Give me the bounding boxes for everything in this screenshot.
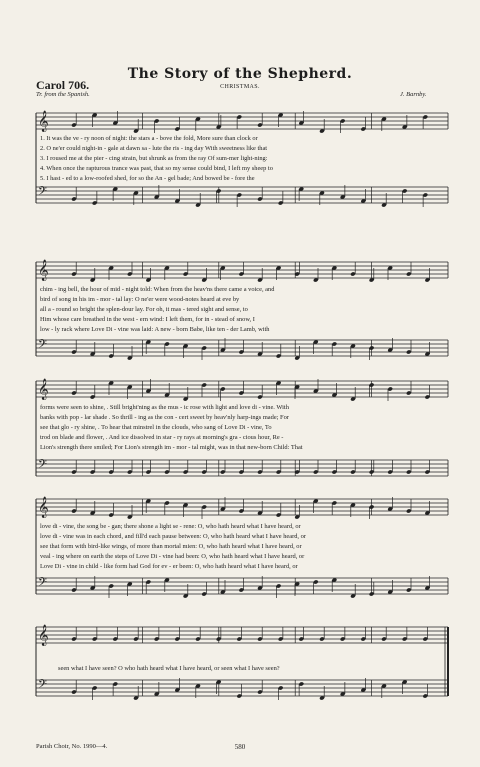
verse-line-4: Him whose care breathed in the west - ern wind: I left them, for in - stead of snow, I (40, 316, 255, 323)
translator-credit: Tr. from the Spanish. (36, 91, 90, 98)
bass-clef-icon: 𝄢 (38, 338, 48, 354)
treble-clef-icon: 𝄞 (38, 625, 49, 646)
verse-line-1: chim - ing bell, the hour of mid - night told: When from the heav'ns there came a voice, and (40, 286, 275, 293)
carol-title: The Story of the Shepherd. (127, 66, 353, 82)
verse-line-1: 1. It was the ve - ry noon of night: the stars a - bove the fold, More sure than clock or (40, 135, 258, 142)
verse-line-3: see that glo - ry shine, . To hear that minstrel in the clouds, who sang of Love Di - vine, To (40, 424, 272, 431)
verse-line-4: veal - ing where on earth the steps of Love Di - vine had been: O, who hath heard what I have heard, or (40, 553, 305, 560)
treble-clef-icon: 𝄞 (38, 111, 49, 132)
composer-credit: J. Barnby. (400, 91, 427, 98)
verse-line-2: love di - vine was in each chord, and fill'd each pause between: O, who hath heard what I have heard, or (40, 533, 306, 540)
verse-line-3: see that form with bird-like wings, of more than mortal mien: O, who hath heard what I have heard, or (40, 543, 302, 550)
treble-clef-icon: 𝄞 (38, 260, 49, 281)
verse-line-5: low - ly rack where Love Di - vine was laid: A new - born Babe, like ten - der Lamb, with (40, 326, 270, 333)
carol-number: Carol 706. (36, 78, 90, 92)
verse-line-4: trod on blade and flower, . And ice dissolved in star - ry rays at morning's gra - cious hour, Re - (40, 434, 284, 441)
verse-line-5: Lion's strength there smiled; For Lion's strength im - mor - tal might, was in that new-born Child: That (40, 444, 303, 451)
verse-line-5: Love Di - vine in child - like form had God for ev - er been: O, who hath heard what I have heard, or (40, 563, 298, 570)
page-number: 580 (234, 743, 246, 751)
verse-line-1: forms were seen to shine, . Still bright'ning as the mus - ic rose with light and love di - vine. With (40, 404, 289, 411)
verse-line-4: 4. When once the rapturous trance was past, that so my sense could bind, I left my sheep to (40, 165, 273, 172)
tune-name: CHRISTMAS. (220, 84, 260, 90)
verse-line-2: banks with pop - lar shade . So thrill - ing as the con - cert sweet by heav'nly harp-ings made; For (40, 414, 289, 421)
bass-clef-icon: 𝄢 (38, 185, 48, 201)
verse-line-1: seen what I have seen? O who hath heard what I have heard, or seen what I have seen? (58, 665, 280, 672)
verse-line-1: love di - vine, the song be - gan; there shone a light se - rene: O, who hath heard what I have heard, or (40, 523, 301, 530)
verse-line-2: 2. O ne'er could night-in - gale at dawn sa - lute the ris - ing day With sweetness like that (40, 145, 268, 152)
publication-note: Parish Choir, No. 1990—4. (36, 743, 108, 750)
bass-clef-icon: 𝄢 (38, 458, 48, 474)
verse-line-3: 3. I roused me at the pier - cing strain, but shrunk as from the ray Of sum-mer light-ning: (40, 155, 268, 162)
bass-clef-icon: 𝄢 (38, 576, 48, 592)
treble-clef-icon: 𝄞 (38, 379, 49, 400)
verse-line-3: all a - round so bright the splen-dour lay. For oh, it mas - tered sight and sense, to (40, 306, 248, 313)
treble-clef-icon: 𝄞 (38, 497, 49, 518)
verse-line-5: 5. I hast - ed to a low-roofed shed, for so the An - gel bade; And bowed be - fore the (40, 175, 255, 182)
verse-line-2: bird of song in his im - mor - tal lay: O ne'er were wood-notes heard at eve by (40, 296, 240, 303)
bass-clef-icon: 𝄢 (38, 678, 48, 694)
